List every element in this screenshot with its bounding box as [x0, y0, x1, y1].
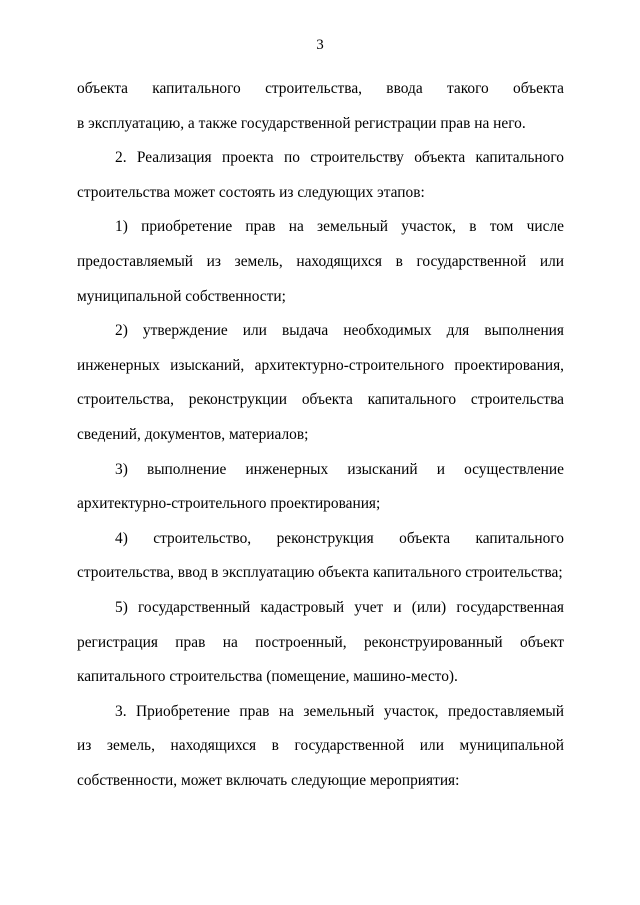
text-line: архитектурно-строительного проектирования; [77, 495, 381, 513]
paragraph-subitem-2 [77, 314, 564, 452]
text-line: 5) государственный кадастровый учет и (или) государственная [115, 598, 564, 616]
text-line: строительства может состоять из следующих этапов: [77, 183, 425, 201]
document-body [77, 72, 564, 798]
paragraph-subitem-3 [77, 453, 564, 522]
text-line: сведений, документов, материалов; [77, 425, 309, 443]
text-line: строительства, реконструкции объекта капитального строительства [77, 391, 564, 409]
text-line: капитального строительства (помещение, машино-место). [77, 668, 458, 686]
text-line: собственности, может включать следующие мероприятия: [77, 771, 460, 789]
text-line: 2. Реализация проекта по строительству объекта капитального [115, 149, 564, 167]
text-line: муниципальной собственности; [77, 287, 286, 305]
paragraph-item-3 [77, 695, 564, 799]
text-line: 2) утверждение или выдача необходимых для выполнения [115, 322, 564, 340]
text-line: 3) выполнение инженерных изысканий и осуществление [115, 460, 564, 478]
text-line: строительства, ввод в эксплуатацию объекта капитального строительства; [77, 564, 563, 582]
paragraph-continuation [77, 72, 564, 141]
paragraph-subitem-5 [77, 591, 564, 695]
paragraph-item-2 [77, 141, 564, 210]
text-line: инженерных изысканий, архитектурно-строительного проектирования, [77, 356, 564, 374]
text-line: предоставляемый из земель, находящихся в государственной или [77, 252, 564, 270]
text-line: 3. Приобретение прав на земельный участок, предоставляемый [115, 702, 564, 720]
text-line: 4) строительство, реконструкция объекта капитального [115, 529, 564, 547]
page-number: 3 [316, 37, 324, 53]
text-line: из земель, находящихся в государственной или муниципальной [77, 737, 564, 755]
paragraph-subitem-1 [77, 210, 564, 314]
text-line: в эксплуатацию, а также государственной регистрации прав на него. [77, 114, 526, 132]
text-line: 1) приобретение прав на земельный участок, в том числе [115, 218, 564, 236]
paragraph-subitem-4 [77, 522, 564, 591]
text-line: объекта капитального строительства, ввода такого объекта [77, 80, 564, 97]
text-line: регистрация прав на построенный, реконструированный объект [77, 633, 564, 651]
